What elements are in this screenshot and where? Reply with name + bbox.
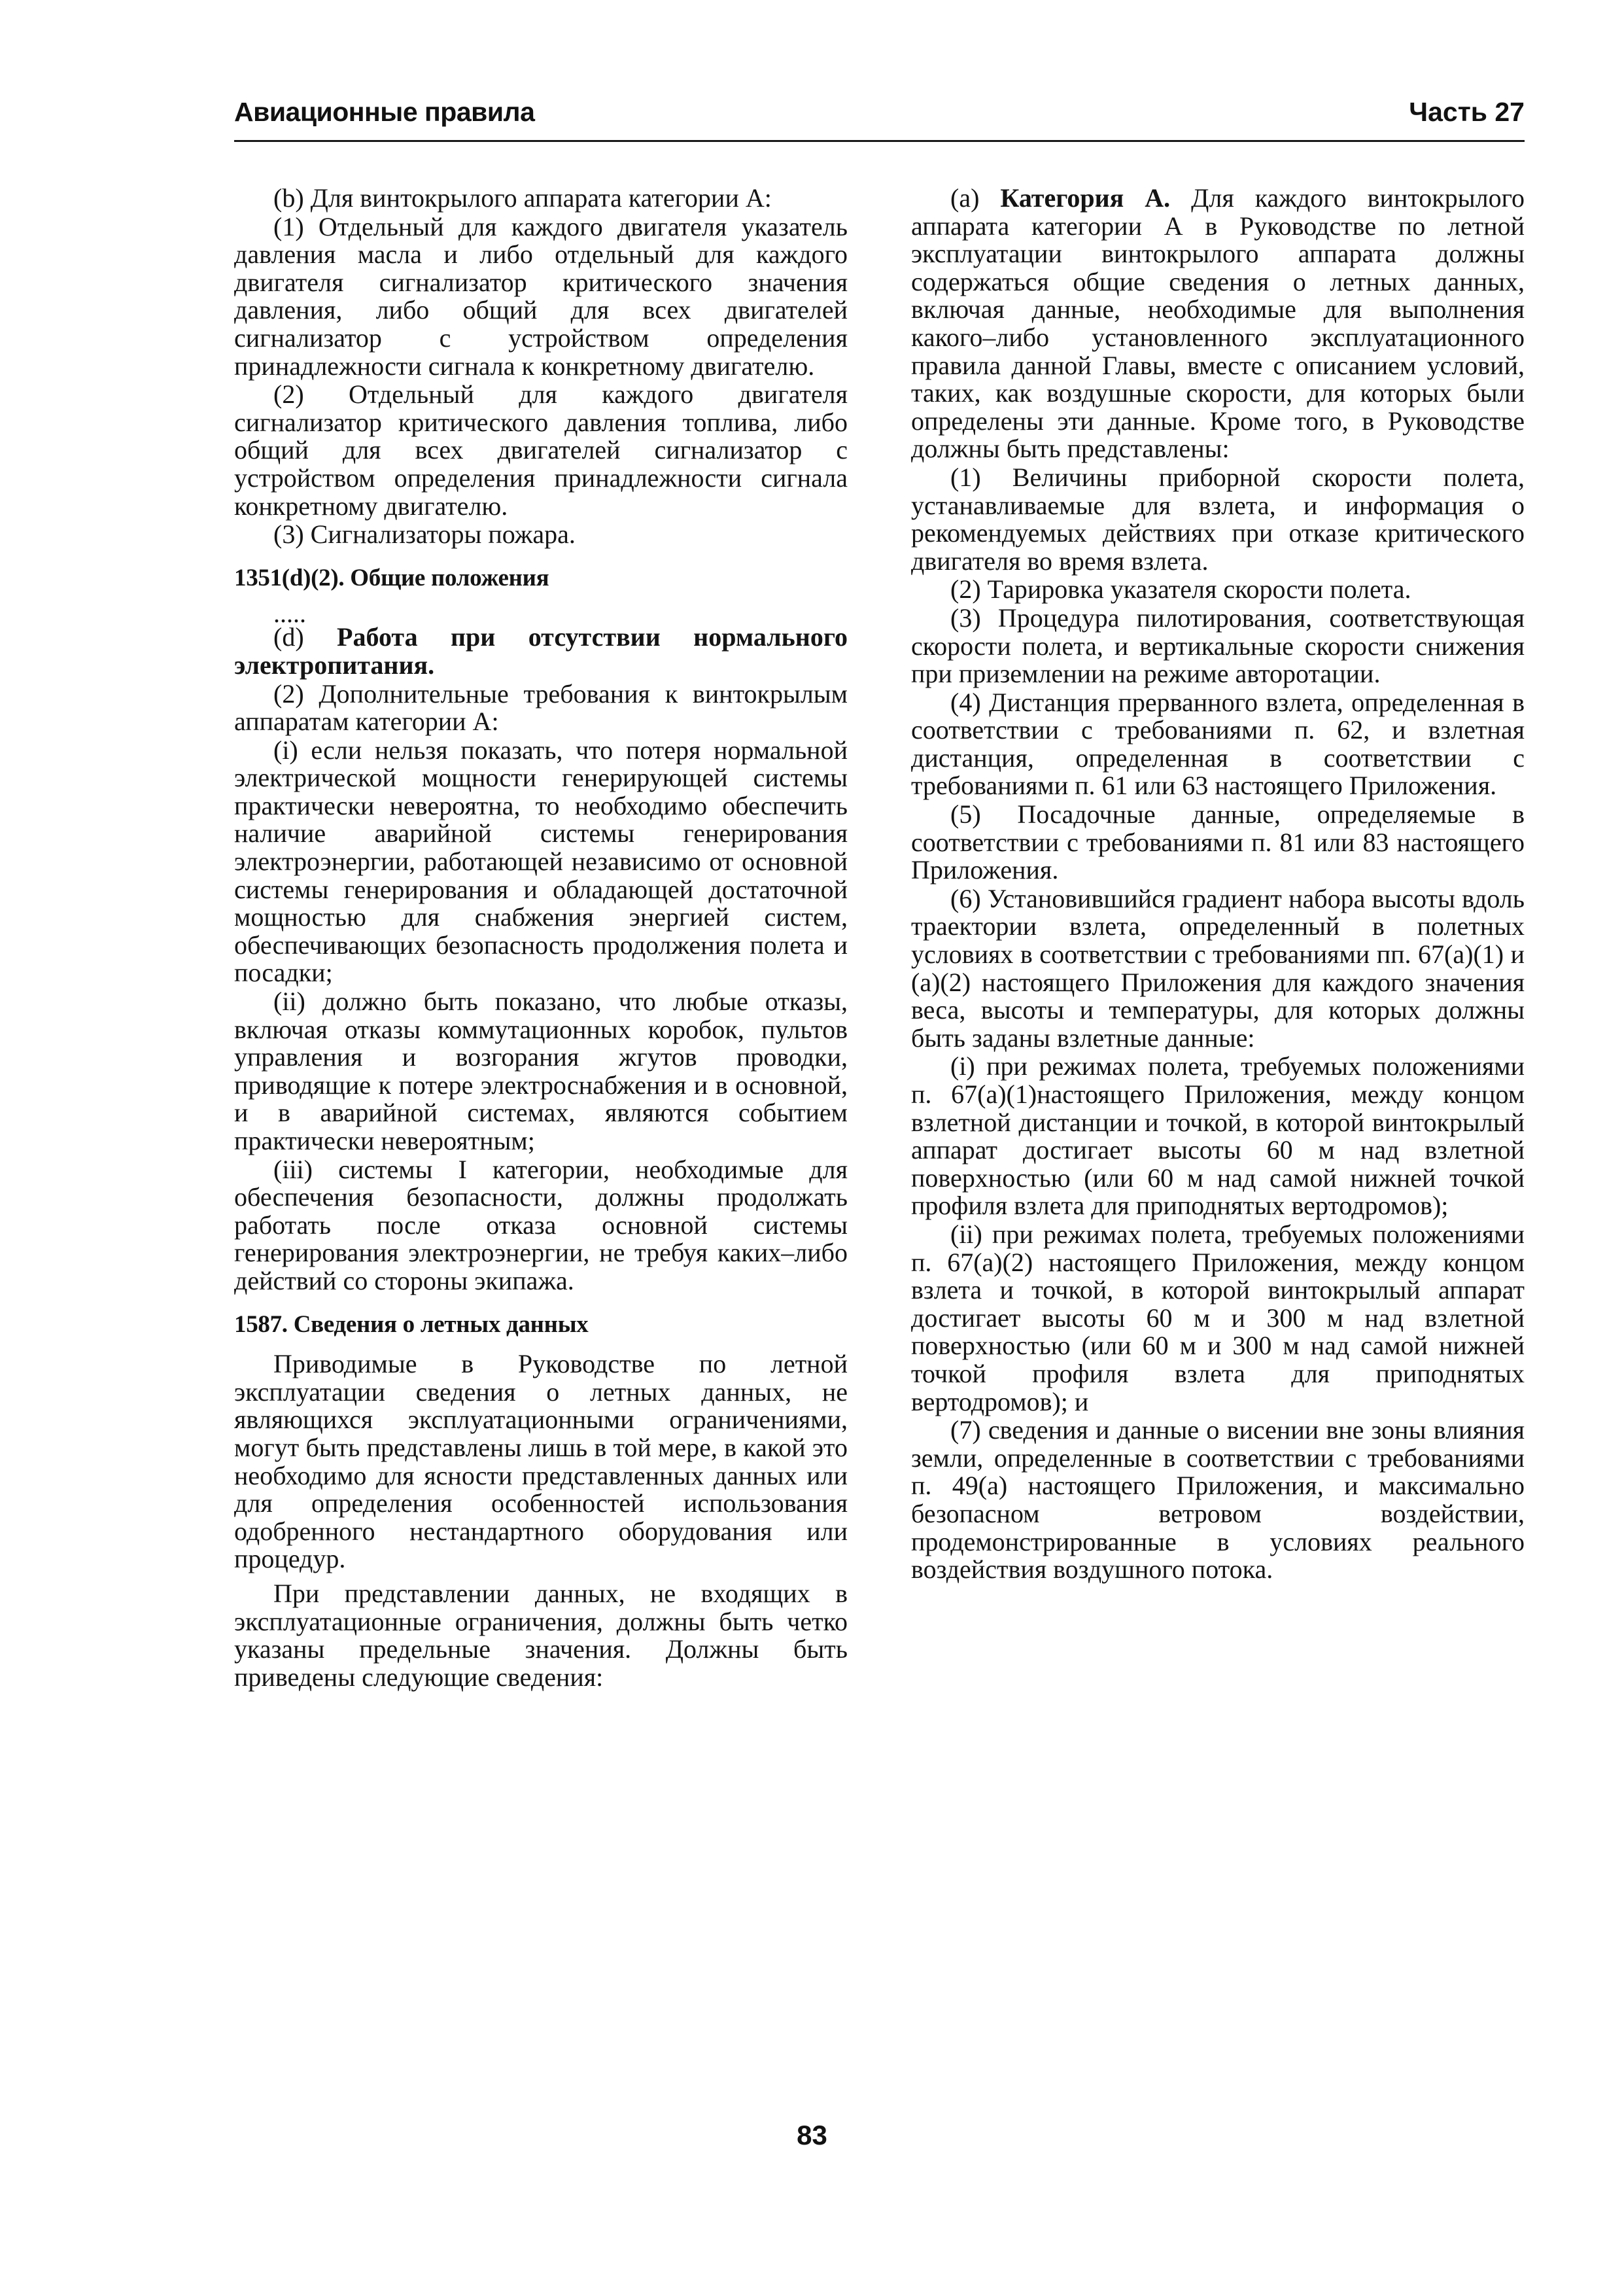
page-number: 83 bbox=[797, 2120, 827, 2150]
running-header-title: Авиационные правила bbox=[234, 97, 535, 127]
paragraph: (2) Дополнительные требования к винтокрылым аппаратам категории А: bbox=[234, 678, 848, 737]
ellipsis-marker: ..... bbox=[273, 599, 306, 629]
paragraph: (ii) должно быть показано, что любые отказы, включая отказы коммутационных коробок, пультов управления и возгорания жгутов проводки, приводящие к потере электроснабжения и в основной, и в аварийной системах, являются событием практически невероятным; bbox=[234, 987, 848, 1155]
paragraph: Приводимые в Руководстве по летной эксплуатации сведения о летных данных, не являющихся эксплуатационными ограничениями, могут быть представлены лишь в той мере, в какой это необходимо для ясности представленных данных или для определения особенностей использования одобренного нестандартного оборудования или процедур. bbox=[234, 1349, 848, 1574]
paragraph: (i) при режимах полета, требуемых положениями п. 67(а)(1)настоящего Приложения, между концом взлетной дистанции и точкой, в которой винтокрылый аппарат достигает высоты 60 м над взлетной поверхностью (или 60 м над самой нижней точкой профиля взлета для приподнятых вертодромов); bbox=[911, 1051, 1525, 1221]
paragraph: (5) Посадочные данные, определяемые в соответствии с требованиями п. 81 или 83 настоящего Приложения. bbox=[911, 799, 1525, 885]
paragraph: (6) Установившийся градиент набора высоты вдоль траектории взлета, определенный в полетных условиях в соответствии с требованиями пп. 67(а)(1) и (а)(2) настоящего Приложения для каждого значения веса, высоты и температуры, для которых должны быть заданы взлетные данные: bbox=[911, 883, 1525, 1053]
paragraph: (iii) системы I категории, необходимые для обеспечения безопасности, должны продолжать работать после отказа основной системы генерирования электроэнергии, не требуя каких–либо действий со стороны экипажа. bbox=[234, 1154, 848, 1295]
paragraph: (3) Сигнализаторы пожара. bbox=[273, 519, 576, 550]
paragraph: (1) Величины приборной скорости полета, устанавливаемые для взлета, и информация о рекомендуемых действиях при отказе критического двигателя во время взлета. bbox=[911, 462, 1525, 576]
item-label: (а) bbox=[950, 183, 1001, 213]
paragraph: (i) если нельзя показать, что потеря нормальной электрической мощности генерирующей системы практически невероятна, то необходимо обеспечить наличие аварийной системы генерирования электроэнергии, работающей независимо от основной системы генерирования и обладающей достаточной мощностью для снабжения энергией систем, обеспечивающих безопасность продолжения полета и посадки; bbox=[234, 735, 848, 988]
bold-subheading: Работа при отсутствии нормального электропитания. bbox=[234, 622, 848, 680]
paragraph-with-bold bbox=[234, 623, 848, 679]
paragraph: (3) Процедура пилотирования, соответствующая скорости полета, и вертикальные скорости снижения при приземлении на режиме авторотации. bbox=[911, 603, 1525, 689]
paragraph-with-bold bbox=[911, 184, 1525, 463]
item-label: (d) bbox=[273, 622, 337, 652]
left-column bbox=[234, 184, 848, 1692]
paragraph: (2) Отдельный для каждого двигателя сигнализатор критического давления топлива, либо общий для всех двигателей сигнализатор с устройством определения принадлежности сигнала конкретному двигателю. bbox=[234, 379, 848, 521]
paragraph: (7) сведения и данные о висении вне зоны влияния земли, определенные в соответствии с требованиями п. 49(а) настоящего Приложения, и максимально безопасном ветровом воздействии, продемонстрированные в условиях реального воздействия воздушного потока. bbox=[911, 1415, 1525, 1585]
paragraph: (b) Для винтокрылого аппарата категории А: bbox=[273, 183, 772, 213]
paragraph: (1) Отдельный для каждого двигателя указатель давления масла и либо отдельный для каждого двигателя сигнализатор критического значения давления, либо общий для всех двигателей сигнализатор с устройством определения принадлежности сигнала к конкретному двигателю. bbox=[234, 211, 848, 381]
paragraph-text: Для каждого винтокрылого аппарата категории А в Руководстве по летной эксплуатации винтокрылого аппарата должны содержаться общие сведения о летных данных, включая данные, необходимые для выполнения какого–либо установленного эксплуатационного правила данной Главы, вместе с описанием условий, таких, как воздушные скорости, для которых были определены эти данные. Кроме того, в Руководстве должны быть представлены: bbox=[911, 183, 1525, 464]
paragraph: (ii) при режимах полета, требуемых положениями п. 67(а)(2) настоящего Приложения, между концом взлета и точкой, в которой винтокрылый аппарат достигает высоты 60 м и 300 м над взлетной поверхностью (или 60 м и 300 м над самой нижней точкой профиля взлета для приподнятых вертодромов); и bbox=[911, 1219, 1525, 1416]
paragraph: При представлении данных, не входящих в эксплуатационные ограничения, должны быть четко указаны предельные значения. Должны быть приведены следующие сведения: bbox=[234, 1578, 848, 1692]
bold-subheading: Категория А. bbox=[1000, 183, 1171, 213]
running-header-part: Часть 27 bbox=[1409, 97, 1525, 127]
section-heading-1351: 1351(d)(2). Общие положения bbox=[234, 564, 549, 591]
right-column bbox=[911, 184, 1525, 1585]
section-heading-1587: 1587. Сведения о летных данных bbox=[234, 1310, 589, 1338]
header-divider bbox=[234, 140, 1525, 142]
paragraph: (4) Дистанция прерванного взлета, определенная в соответствии с требованиями п. 62, и взлетная дистанция, определенная в соответствии с требованиями п. 61 или 63 настоящего Приложения. bbox=[911, 687, 1525, 801]
paragraph: (2) Тарировка указателя скорости полета. bbox=[950, 574, 1411, 604]
